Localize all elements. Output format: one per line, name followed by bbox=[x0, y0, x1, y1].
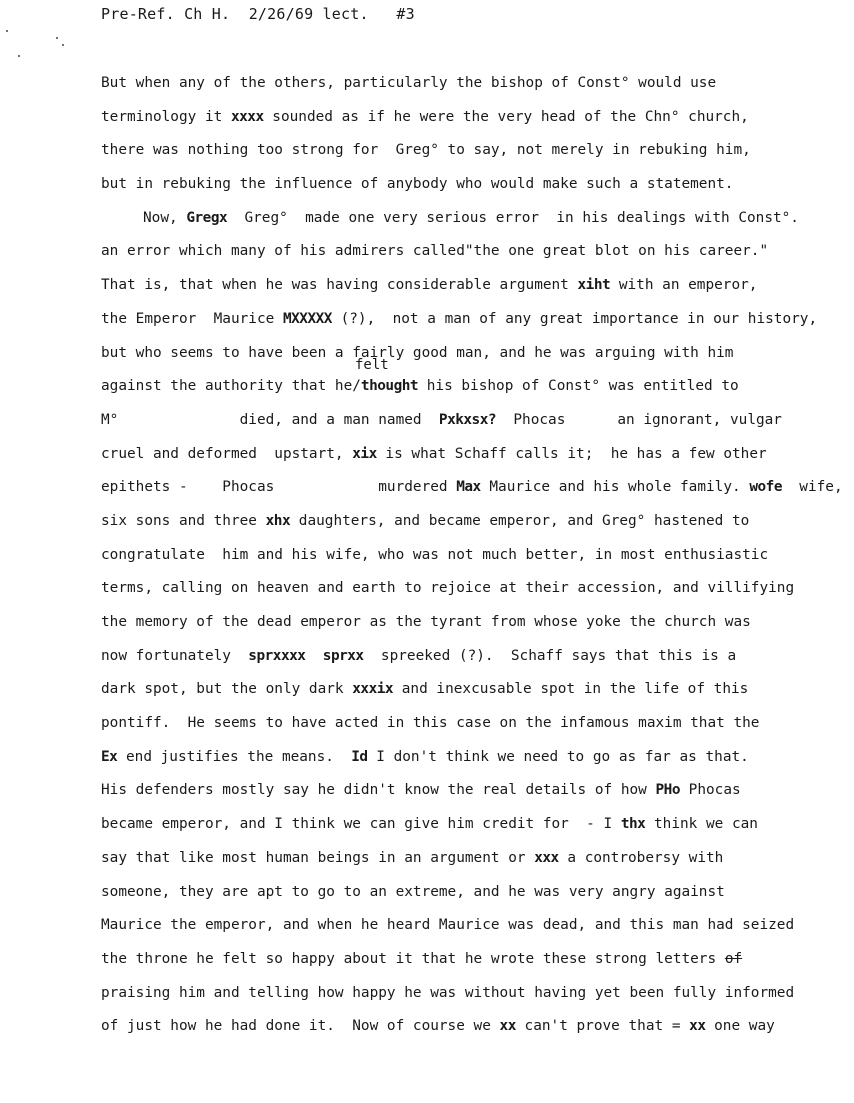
typed-over-text: Id bbox=[351, 748, 368, 765]
text-line bbox=[101, 471, 843, 505]
text-line bbox=[101, 572, 821, 606]
text-line bbox=[101, 774, 821, 808]
typed-over-text: xiht bbox=[577, 277, 611, 294]
text-segment: daughters, and became emperor, and Greg° hastened to bbox=[290, 512, 750, 529]
scan-marks bbox=[0, 0, 80, 70]
text-segment: terms, calling on heaven and earth to rejoice at their accession, and villifying bbox=[101, 580, 795, 597]
text-segment: Greg° made one very serious error in his dealings with Const°. bbox=[227, 209, 799, 226]
text-line bbox=[101, 876, 821, 910]
typed-over-text: xx bbox=[689, 1018, 706, 1035]
struck-text: of bbox=[724, 950, 743, 967]
text-segment: against the authority that he/ bbox=[101, 378, 361, 395]
text-segment: Now, bbox=[143, 209, 187, 226]
text-segment: I don't think we need to go as far as that. bbox=[367, 748, 749, 765]
text-line bbox=[101, 337, 821, 371]
typed-over-text: wofe bbox=[749, 479, 782, 496]
text-line bbox=[101, 943, 821, 977]
text-segment: and inexcusable spot in the life of this bbox=[393, 681, 749, 698]
text-segment: Maurice the emperor, and when he heard Maurice was dead, and this man had seized bbox=[101, 917, 795, 934]
page-header: Pre-Ref. Ch H. 2/26/69 lect. #3 bbox=[101, 5, 415, 23]
text-segment: spreeked (?). Schaff says that this is a bbox=[363, 647, 737, 664]
text-segment: someone, they are apt to go to an extreme, and he was very angry against bbox=[101, 883, 725, 900]
scan-speck bbox=[6, 30, 8, 32]
text-line bbox=[101, 640, 821, 674]
text-segment: can't prove that = bbox=[515, 1018, 690, 1035]
text-segment: That is, that when he was having considerable argument bbox=[101, 277, 578, 294]
typed-over-text: sprxxxx bbox=[248, 647, 306, 664]
text-line bbox=[101, 505, 821, 539]
text-line bbox=[101, 909, 821, 943]
text-line bbox=[101, 370, 821, 404]
text-segment: say that like most human beings in an argument or bbox=[101, 849, 535, 866]
text-line bbox=[101, 303, 821, 337]
text-segment: praising him and telling how happy he was without having yet been fully informed bbox=[101, 984, 795, 1001]
typed-over-text: MXXXXX bbox=[282, 310, 332, 327]
text-segment: epithets - Phocas murdered bbox=[101, 479, 457, 496]
text-segment: is what Schaff calls it; he has a few other bbox=[376, 445, 767, 462]
text-line bbox=[101, 673, 821, 707]
scan-speck bbox=[18, 55, 20, 57]
text-line bbox=[101, 67, 821, 101]
text-segment: of just how he had done it. Now of course we bbox=[101, 1018, 500, 1035]
text-segment: six sons and three bbox=[101, 512, 266, 529]
text-segment: But when any of the others, particularly the bishop of Const° would use bbox=[101, 75, 717, 91]
text-line bbox=[101, 168, 821, 202]
text-line bbox=[101, 741, 821, 775]
text-segment: but in rebuking the influence of anybody who would make such a statement. bbox=[101, 176, 734, 193]
text-segment: there was nothing too strong for Greg° to say, not merely in rebuking him, bbox=[101, 142, 751, 159]
text-segment: the Emperor Maurice bbox=[101, 310, 283, 327]
text-segment: Phocas an ignorant, vulgar bbox=[496, 411, 782, 428]
text-line bbox=[101, 404, 821, 438]
typed-over-text: Max bbox=[456, 479, 481, 496]
text-segment: wife, bbox=[781, 479, 843, 496]
text-segment: with an emperor, bbox=[610, 277, 758, 294]
text-segment: but who seems to have been a fairly good man, and he was arguing with him bbox=[101, 344, 734, 361]
text-segment: Maurice and his whole family. bbox=[480, 479, 750, 496]
text-segment: an error which many of his admirers called"the one great blot on his career." bbox=[101, 243, 769, 260]
handwritten-insertion: felt bbox=[355, 357, 389, 373]
typed-over-text: xix bbox=[352, 445, 377, 462]
text-segment: sounded as if he were the very head of the Chn° church, bbox=[263, 108, 749, 125]
typed-over-text: PHo bbox=[655, 782, 680, 799]
text-line bbox=[101, 101, 821, 135]
text-segment: think we can bbox=[645, 816, 758, 833]
text-line bbox=[101, 842, 821, 876]
text-segment: (?), not a man of any great importance in our history, bbox=[331, 310, 818, 327]
text-line bbox=[101, 808, 821, 842]
text-segment: pontiff. He seems to have acted in this case on the infamous maxim that the bbox=[101, 715, 760, 732]
text-segment bbox=[305, 648, 322, 664]
text-segment: one way bbox=[705, 1018, 775, 1035]
text-line bbox=[101, 977, 821, 1011]
typed-over-text: sprxx bbox=[322, 647, 364, 664]
text-segment: congratulate him and his wife, who was not much better, in most enthusiastic bbox=[101, 546, 769, 563]
text-line bbox=[101, 202, 821, 236]
text-segment: now fortunately bbox=[101, 647, 249, 664]
text-line bbox=[101, 707, 821, 741]
typed-over-text: xx bbox=[499, 1018, 516, 1035]
text-line bbox=[101, 438, 821, 472]
text-segment: a controbersy with bbox=[558, 849, 724, 866]
text-segment: dark spot, but the only dark bbox=[101, 681, 353, 698]
text-line bbox=[101, 134, 821, 168]
text-line bbox=[101, 539, 821, 573]
text-segment: the throne he felt so happy about it that he wrote these strong letters bbox=[101, 950, 725, 967]
lecture-body bbox=[101, 67, 843, 1044]
text-line bbox=[101, 1010, 821, 1044]
text-segment: his bishop of Const° was entitled to bbox=[418, 378, 739, 395]
text-segment: M° died, and a man named bbox=[101, 411, 439, 428]
typed-over-text: Ex bbox=[101, 748, 118, 765]
text-line bbox=[101, 235, 821, 269]
scan-speck bbox=[62, 44, 64, 46]
typed-over-text: xxxx bbox=[230, 108, 264, 125]
scan-speck bbox=[56, 37, 58, 39]
text-line bbox=[101, 606, 821, 640]
text-segment: cruel and deformed upstart, bbox=[101, 445, 353, 462]
typed-over-text: xhx bbox=[265, 512, 291, 529]
text-segment: His defenders mostly say he didn't know the real details of how bbox=[101, 782, 656, 799]
text-segment: Phocas bbox=[680, 782, 741, 799]
typed-over-text: Pxkxsx? bbox=[438, 411, 497, 428]
typed-over-text: xxxix bbox=[352, 681, 394, 698]
text-line bbox=[101, 269, 821, 303]
typed-over-text: thought bbox=[360, 378, 419, 395]
text-segment: terminology it bbox=[101, 108, 231, 125]
typed-over-text: xxx bbox=[534, 849, 559, 866]
text-segment: end justifies the means. bbox=[117, 748, 352, 765]
text-segment: the memory of the dead emperor as the tyrant from whose yoke the church was bbox=[101, 614, 751, 630]
typed-over-text: Gregx bbox=[186, 209, 228, 226]
text-segment: became emperor, and I think we can give him credit for - I bbox=[101, 816, 621, 833]
typed-over-text: thx bbox=[620, 816, 646, 833]
